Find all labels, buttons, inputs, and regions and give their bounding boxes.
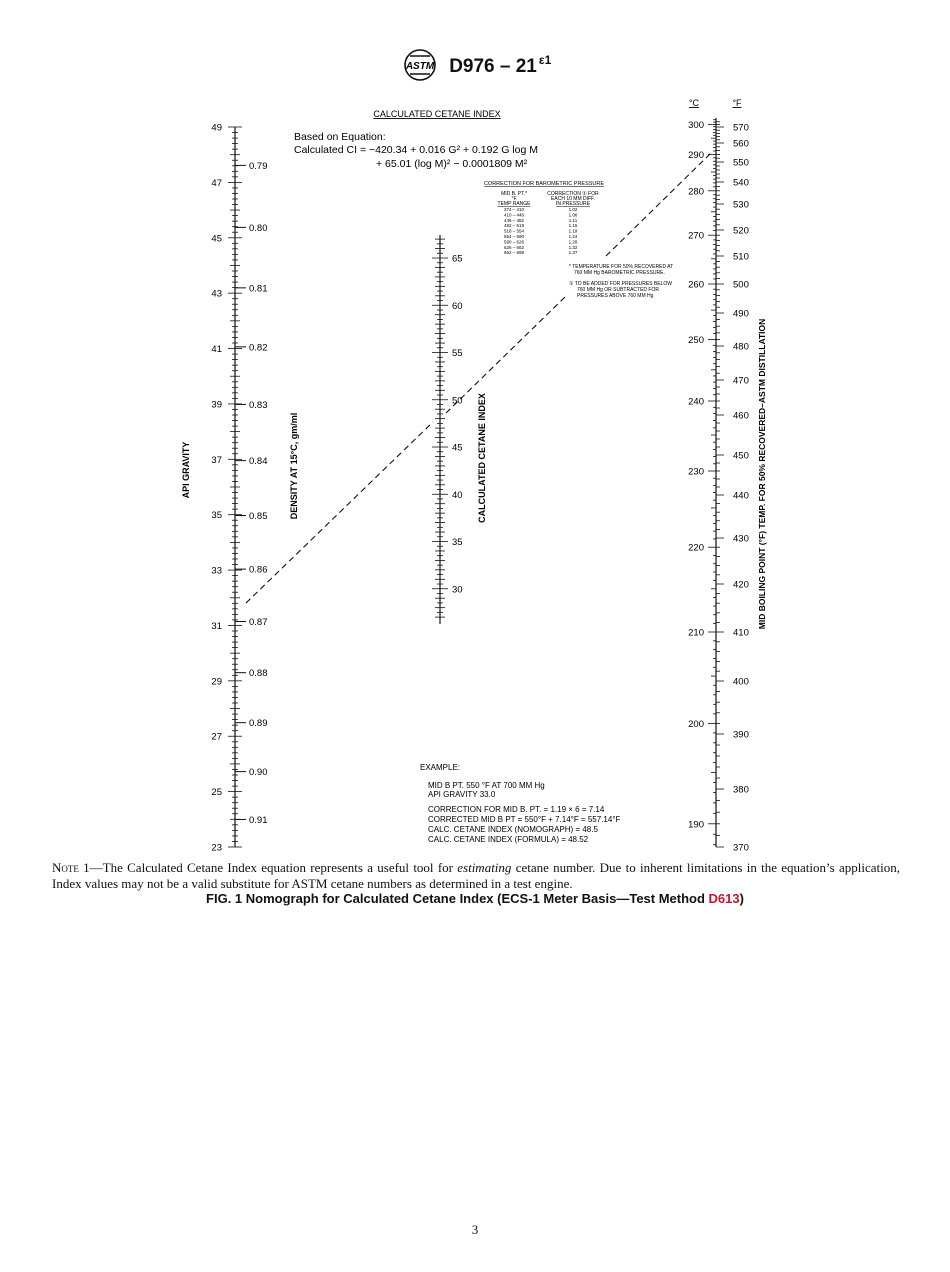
fahrenheit-tick-label: 440 bbox=[733, 490, 749, 502]
table-row-range: 554 – 590 bbox=[503, 234, 525, 239]
celsius-tick-label: 230 bbox=[688, 466, 704, 478]
api-tick-label: 29 bbox=[211, 676, 222, 688]
table-row-range: 662 – 698 bbox=[503, 250, 525, 256]
cetane-tick-label: 30 bbox=[452, 584, 463, 596]
footnote-star-1: * TEMPERATURE FOR 50% RECOVERED AT bbox=[569, 264, 674, 270]
celsius-tick-label: 280 bbox=[688, 186, 704, 198]
cetane-index-label: CALCULATED CETANE INDEX bbox=[477, 393, 487, 523]
celsius-tick-label: 290 bbox=[688, 149, 704, 161]
fahrenheit-tick-label: 550 bbox=[733, 157, 749, 169]
table-row-range: 590 – 626 bbox=[503, 239, 525, 245]
d613-link[interactable]: D613 bbox=[708, 891, 740, 906]
table-row-correction: 1.37 bbox=[568, 250, 578, 256]
footnote-one-3: PRESSURES ABOVE 760 MM Hg bbox=[577, 293, 654, 299]
fahrenheit-tick-label: 530 bbox=[733, 199, 749, 211]
cetane-tick-label: 65 bbox=[452, 253, 463, 265]
example-line: CORRECTION FOR MID B. PT. = 1.19 × 6 = 7.14 bbox=[428, 805, 605, 814]
api-gravity-scale bbox=[211, 123, 267, 854]
cetane-index-scale bbox=[432, 235, 463, 624]
cetane-tick-label: 60 bbox=[452, 300, 463, 312]
equation-line-2: Calculated CI = −420.34 + 0.016 G² + 0.192 G log M bbox=[294, 144, 538, 156]
table-row-range: 482 – 518 bbox=[503, 223, 525, 229]
density-tick-label: 0.91 bbox=[249, 814, 268, 826]
celsius-tick-label: 250 bbox=[688, 334, 704, 346]
table-row-correction: 1.06 bbox=[568, 212, 578, 218]
fahrenheit-tick-label: 560 bbox=[733, 138, 749, 150]
example-line-cetane-to-temp bbox=[446, 297, 565, 413]
correction-table-title: CORRECTION FOR BAROMETRIC PRESSURE bbox=[483, 181, 605, 187]
fahrenheit-tick-label: 400 bbox=[733, 676, 749, 688]
table-row-range: 446 – 482 bbox=[503, 217, 525, 223]
col2-header-1: CORRECTION ① FOR bbox=[547, 191, 599, 197]
api-tick-label: 49 bbox=[211, 122, 222, 134]
fahrenheit-tick-label: 500 bbox=[733, 279, 749, 291]
page-number: 3 bbox=[471, 1222, 479, 1237]
table-row-range: 518 – 554 bbox=[503, 228, 525, 234]
table-row-range: 626 – 662 bbox=[503, 244, 525, 250]
equation-line-1: Based on Equation: bbox=[294, 131, 386, 143]
cetane-tick-label: 55 bbox=[452, 348, 463, 359]
fahrenheit-tick-label: 380 bbox=[733, 784, 749, 796]
example-line: CORRECTED MID B PT = 550°F + 7.14°F = 557.14°F bbox=[428, 815, 621, 824]
density-tick-label: 0.84 bbox=[249, 456, 268, 468]
logo-text: ASTM bbox=[405, 61, 434, 72]
equation-line-3: + 65.01 (log M)² − 0.0001809 M² bbox=[376, 158, 528, 170]
fahrenheit-tick-label: 520 bbox=[733, 225, 749, 237]
api-gravity-label: API GRAVITY bbox=[181, 441, 191, 499]
density-tick-label: 0.81 bbox=[249, 283, 268, 295]
cetane-tick-label: 45 bbox=[452, 442, 463, 454]
celsius-tick-label: 270 bbox=[688, 230, 704, 242]
api-tick-label: 39 bbox=[211, 399, 222, 411]
density-tick-label: 0.86 bbox=[249, 564, 268, 576]
cetane-tick-label: 35 bbox=[452, 537, 463, 548]
table-row-range: 374 – 410 bbox=[503, 207, 525, 212]
fahrenheit-tick-label: 370 bbox=[733, 842, 749, 854]
table-row-correction: 1.32 bbox=[568, 244, 578, 250]
nomograph-title: CALCULATED CETANE INDEX bbox=[373, 109, 501, 119]
api-tick-label: 45 bbox=[211, 233, 222, 245]
cetane-tick-label: 50 bbox=[452, 395, 463, 407]
table-row-correction: 1.15 bbox=[568, 223, 578, 229]
fahrenheit-unit-label: °F bbox=[732, 98, 742, 108]
figure-caption: FIG. 1 Nomograph for Calculated Cetane Index (ECS-1 Meter Basis—Test Method D613) bbox=[206, 891, 744, 906]
density-tick-label: 0.82 bbox=[249, 342, 268, 354]
density-tick-label: 0.87 bbox=[249, 616, 268, 628]
density-tick-label: 0.79 bbox=[249, 160, 268, 172]
table-row-correction: 1.02 bbox=[568, 207, 578, 212]
temperature-scale bbox=[688, 118, 749, 854]
table-row-correction: 1.24 bbox=[568, 234, 578, 239]
density-tick-label: 0.85 bbox=[249, 511, 268, 523]
table-row-range: 410 – 446 bbox=[503, 212, 525, 218]
fahrenheit-tick-label: 510 bbox=[733, 251, 749, 263]
col1-header-1: MID B. PT.* bbox=[501, 191, 527, 197]
api-tick-label: 31 bbox=[211, 620, 222, 632]
fahrenheit-tick-label: 540 bbox=[733, 177, 749, 189]
api-tick-label: 23 bbox=[211, 842, 222, 854]
footnote-one-1: ① TO BE ADDED FOR PRESSURES BELOW bbox=[569, 281, 672, 287]
example-line: CALC. CETANE INDEX (NOMOGRAPH) = 48.5 bbox=[428, 825, 598, 834]
celsius-tick-label: 260 bbox=[688, 279, 704, 291]
boiling-point-label: MID BOILING POINT (°F) TEMP. FOR 50% RECOVERED–ASTM DISTILLATION bbox=[757, 318, 767, 630]
density-tick-label: 0.88 bbox=[249, 668, 268, 680]
celsius-tick-label: 210 bbox=[688, 627, 704, 639]
fahrenheit-tick-label: 390 bbox=[733, 729, 749, 741]
cetane-tick-label: 40 bbox=[452, 489, 463, 501]
celsius-tick-label: 220 bbox=[688, 542, 704, 554]
celsius-tick-label: 190 bbox=[688, 819, 704, 831]
note-paragraph: Note 1—The Calculated Cetane Index equation represents a useful tool for estimating cetane number. Due to inherent limitations in the equation’s application, Index values may not be a valid substitute for ASTM cetane numbers as determined in a test engine. bbox=[52, 860, 900, 891]
fahrenheit-tick-label: 460 bbox=[733, 410, 749, 422]
celsius-tick-label: 300 bbox=[688, 119, 704, 131]
example-line: API GRAVITY 33.0 bbox=[428, 790, 496, 799]
col2-header-2: EACH 10 MM DIFF. bbox=[551, 196, 595, 202]
example-line: CALC. CETANE INDEX (FORMULA) = 48.52 bbox=[428, 835, 589, 844]
example-line-api-to-cetane bbox=[246, 422, 433, 603]
api-tick-label: 25 bbox=[211, 787, 222, 799]
celsius-unit-label: °C bbox=[688, 98, 700, 108]
celsius-tick-label: 200 bbox=[688, 718, 704, 730]
fahrenheit-tick-label: 410 bbox=[733, 627, 749, 639]
document-designation: D976 – 21 $^{\varepsilon 1}$ bbox=[449, 52, 552, 77]
api-tick-label: 33 bbox=[211, 565, 222, 577]
fahrenheit-tick-label: 480 bbox=[733, 341, 749, 353]
col1-header-2: °F bbox=[511, 196, 517, 202]
fahrenheit-tick-label: 450 bbox=[733, 450, 749, 462]
footnote-one-2: 760 MM Hg OR SUBTRACTED FOR bbox=[577, 287, 659, 293]
example-block bbox=[420, 763, 621, 844]
api-tick-label: 43 bbox=[211, 288, 222, 300]
celsius-tick-label: 240 bbox=[688, 396, 704, 408]
col2-header-3: IN PRESSURE bbox=[556, 201, 590, 207]
fahrenheit-tick-label: 470 bbox=[733, 375, 749, 387]
fahrenheit-tick-label: 430 bbox=[733, 533, 749, 545]
example-heading: EXAMPLE: bbox=[420, 763, 461, 772]
api-tick-label: 35 bbox=[211, 510, 222, 522]
api-tick-label: 41 bbox=[211, 344, 222, 356]
nomograph-lines bbox=[246, 153, 711, 603]
density-tick-label: 0.89 bbox=[249, 718, 268, 730]
table-row-correction: 1.19 bbox=[568, 228, 578, 234]
fahrenheit-tick-label: 490 bbox=[733, 308, 749, 320]
correction-table bbox=[484, 181, 673, 299]
col1-header-3: TEMP RANGE bbox=[497, 201, 531, 207]
density-tick-label: 0.83 bbox=[249, 399, 268, 411]
correction-table-rows bbox=[504, 207, 578, 255]
example-line: MID B PT. 550 °F AT 700 MM Hg bbox=[428, 781, 545, 790]
note-label: Note 1 bbox=[52, 860, 90, 875]
fahrenheit-tick-label: 420 bbox=[733, 579, 749, 591]
density-tick-label: 0.90 bbox=[249, 767, 268, 779]
api-tick-label: 37 bbox=[211, 454, 222, 466]
table-row-correction: 1.28 bbox=[568, 239, 578, 245]
density-tick-label: 0.80 bbox=[249, 222, 268, 234]
api-tick-label: 27 bbox=[211, 731, 222, 743]
footnote-star-2: 760 MM Hg BAROMETRIC PRESSURE. bbox=[574, 270, 665, 276]
fahrenheit-tick-label: 570 bbox=[733, 122, 749, 134]
api-tick-label: 47 bbox=[211, 177, 222, 189]
density-label: DENSITY AT 15°C, gm/ml bbox=[289, 412, 299, 520]
table-row-correction: 1.11 bbox=[568, 217, 578, 223]
